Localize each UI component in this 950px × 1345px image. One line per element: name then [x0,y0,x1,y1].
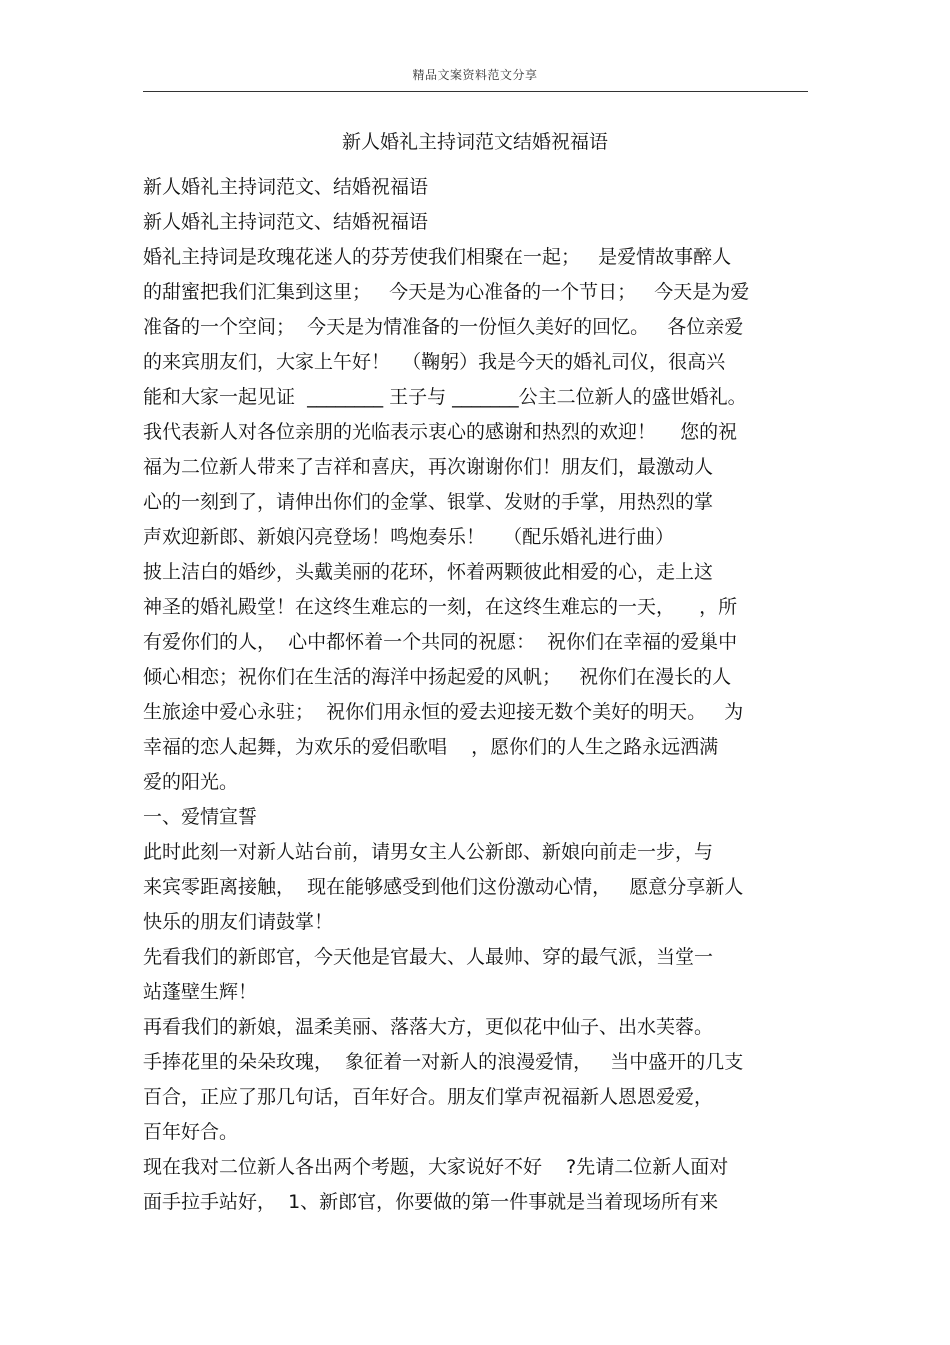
body-line: 婚礼主持词是玫瑰花迷人的芬芳使我们相聚在一起； 是爱情故事醉人 [143,246,732,268]
body-line: 倾心相恋；祝你们在生活的海洋中扬起爱的风帆； 祝你们在漫长的人 [143,666,732,688]
body-line: 福为二位新人带来了吉祥和喜庆，再次谢谢你们！朋友们，最激动人 [143,456,714,478]
body-line: 的来宾朋友们，大家上午好！ （鞠躬）我是今天的婚礼司仪，很高兴 [143,351,726,373]
body-line: 百年好合。 [143,1121,239,1143]
body-line: 快乐的朋友们请鼓掌！ [143,911,334,933]
body-line: 新人婚礼主持词范文、结婚祝福语 [143,176,429,198]
body-line: 生旅途中爱心永驻； 祝你们用永恒的爱去迎接无数个美好的明天。 为 [143,701,744,723]
body-line: 来宾零距离接触， 现在能够感受到他们这份激动心情， 愿意分享新人 [143,876,744,898]
section-heading: 一、爱情宣誓 [143,806,258,828]
header-divider [143,91,808,92]
body-line: 此时此刻一对新人站台前，请男女主人公新郎、新娘向前走一步，与 [143,841,714,863]
body-line: 现在我对二位新人各出两个考题，大家说好不好 ?先请二位新人面对 [143,1156,729,1178]
document-body [143,170,808,1220]
body-line: 幸福的恋人起舞，为欢乐的爱侣歌唱 ，愿你们的人生之路永远洒满 [143,736,719,758]
body-line: 我代表新人对各位亲朋的光临表示衷心的感谢和热烈的欢迎！ 您的祝 [143,421,738,443]
page-header-text: 精品文案资料范文分享 [412,68,538,82]
body-line: 的甜蜜把我们汇集到这里； 今天是为心准备的一个节日； 今天是为爱 [143,281,750,303]
body-line: 爱的阳光。 [143,771,239,793]
body-line: 能和大家一起见证 ________ 王子与 _______公主二位新人的盛世婚礼。 [143,386,747,408]
body-line: 声欢迎新郎、新娘闪亮登场！鸣炮奏乐！ （配乐婚礼进行曲） [143,526,675,548]
body-line: 再看我们的新娘，温柔美丽、落落大方，更似花中仙子、出水芙蓉。 [143,1016,714,1038]
document-title: 新人婚礼主持词范文结婚祝福语 [341,131,608,153]
body-line: 有爱你们的人， 心中都怀着一个共同的祝愿： 祝你们在幸福的爱巢中 [143,631,738,653]
body-line: 站蓬壁生辉！ [143,981,258,1003]
body-line: 新人婚礼主持词范文、结婚祝福语 [143,211,429,233]
body-line: 手捧花里的朵朵玫瑰， 象征着一对新人的浪漫爱情， 当中盛开的几支 [143,1051,744,1073]
body-line: 神圣的婚礼殿堂！在这终生难忘的一刻，在这终生难忘的一天， ，所 [143,596,738,618]
body-line: 准备的一个空间； 今天是为情准备的一份恒久美好的回忆。 各位亲爱 [143,316,744,338]
body-line: 面手拉手站好， 1、新郎官，你要做的第一件事就是当着现场所有来 [143,1191,719,1213]
body-line: 百合，正应了那几句话，百年好合。朋友们掌声祝福新人恩恩爱爱， [143,1086,714,1108]
body-line: 心的一刻到了，请伸出你们的金掌、银掌、发财的手掌，用热烈的掌 [143,491,714,513]
body-line: 披上洁白的婚纱，头戴美丽的花环，怀着两颗彼此相爱的心，走上这 [143,561,714,583]
body-line: 先看我们的新郎官，今天他是官最大、人最帅、穿的最气派，当堂一 [143,946,714,968]
